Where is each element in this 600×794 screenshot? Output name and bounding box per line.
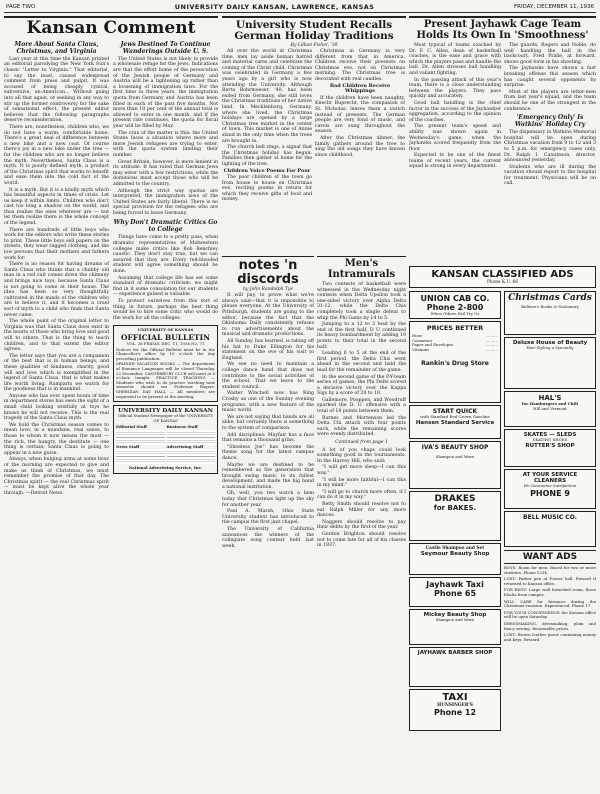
mickey-title: Mickey Beauty Shop (423, 612, 487, 618)
intramurals-paragraph-4: In the second game of the P-Y-team series of games, the Phi Delts scored a decisive victory over the Kappa Sigs by a score of 20 to 10. (317, 374, 406, 397)
union-cab-name: UNION CAB CO. (420, 294, 490, 303)
drakes-sub: for BAKES. (433, 504, 477, 512)
classified-col-a (409, 291, 501, 786)
cleaners-ad[interactable] (504, 469, 596, 509)
intramurals-body (317, 282, 406, 549)
taxi-phone: Phone 12 (433, 708, 477, 717)
comment-headline-1: More About Santa Claus, Christmas, and Virginia (14, 40, 99, 55)
bulletin-university: UNIVERSITY OF KANSAS (137, 327, 194, 333)
notes-paragraph-3: We see no need to maintain a college dance band that does not contribute to the social activities of the school. That we leave to the student council. (222, 362, 314, 390)
kansan-box-subtitle: Official Student Newspaper of the UNIVERSITY OF KANSAS (118, 413, 213, 423)
union-cab-phone: Phone 2-800 (426, 303, 484, 312)
want-ad-2: LOST: Parker pen at Fraser hall. Reward if returned to Kansan office. (504, 576, 596, 586)
notes-paragraph-8: Maybe we are destined to be remembered as the generation that brought swing music to its fullest development, and made the big band a national institution. (222, 462, 314, 490)
mickey-sub: Shampoo and Wave (435, 617, 475, 622)
cleaners-title: AT YOUR SERVICE CLEANERS (522, 472, 578, 484)
jayhawk-paragraph-2: In the passing attack of this year's team, there is a close understanding between the players. They pass quickly and accurately. (409, 77, 501, 100)
german-holiday-headline: University Student Recalls German Holiday Traditions (234, 19, 394, 43)
bulletin-title: OFFICIAL BULLETIN (121, 332, 210, 342)
official-bulletin-box (113, 325, 218, 402)
taxi-title: TAXI (442, 692, 468, 703)
daily-kansan-masthead-box (113, 405, 218, 474)
notes-paragraph-5: We are not saying that bands are all alike, but certainly there is something to the system of comparison. (222, 414, 314, 431)
notes-body (222, 293, 314, 549)
jayhawk-paragraph-3: Good ball handling is the chief factor in the success of the Jayhawker aggregation, according to the opinion of the coaches. (409, 100, 501, 123)
comment-text-2 (113, 57, 218, 217)
deluxe-sub: Hair Styling a Specialty (526, 345, 574, 350)
hals-title: HAL'S (538, 394, 562, 402)
taxi-ad[interactable] (409, 689, 501, 731)
intramurals-paragraph-6: Barnes and Mortenson led the Delta Chi attack with four points each, while the remaining scores were evenly distributed. (317, 415, 406, 438)
comment-paragraph-10: Always, when bulging arms at some hour of the morning are expected to give and make us think of Christmas, we must remember the promise of that day. The Christmas spirit — the real Christmas spirit — must be kept alive the whole year through. —Detroit News. (4, 457, 109, 496)
german-paragraph-4: Christmas in Germany is very different from that in America. Children receive their presents on Christmas eve, not on Christmas morning. The Christmas tree is decorated with real candles. (315, 49, 405, 82)
want-ads-body (504, 566, 596, 642)
kansan-box-title: UNIVERSITY DAILY KANSAN (118, 408, 213, 415)
want-ad-6: DRESSMAKING, dressmaking, plain and fancy sewing. Reasonable prices. (504, 620, 596, 631)
comment-paragraph-jews-3: Great Britain, however, is more lenient in its attitude. It has ruled that German Jews may enter with a few restrictions, while the dominions must accept those who will be admitted to the country. (113, 159, 218, 187)
jayhawk-taxi-name: Jayhawk Taxi (426, 580, 484, 589)
masthead (4, 2, 596, 13)
notes-paragraph-4: Walter Winchell now has Bing Crosby as one of the Sunday evening programs, with a new feature of the music world. (222, 391, 314, 414)
notes-paragraph-10: Paul A. Marsh, Ohio State University student has introduced to the campus the first jazz chapel. (222, 509, 314, 526)
union-cab-sub: When Others Fail Try Us (430, 311, 480, 316)
bulletin-text: Notices for the Official Bulletin must be in the Chancellor's office by 10 o'clock the day preceding publication. (116, 346, 215, 361)
intramurals-paragraph-10: "I will go to church more often, if I can do it in my way." (317, 489, 406, 501)
german-holiday-section (222, 16, 406, 254)
barber-title: JAYHAWK BARBER SHOP (417, 650, 493, 656)
deluxe-beauty-ad[interactable] (504, 337, 596, 389)
issue-date: FRIDAY, DECEMBER 11, 1936 (513, 4, 594, 10)
classified-title: KANSAN CLASSIFIED ADS (431, 269, 574, 280)
intramurals-title: Men's Intramurals (327, 258, 396, 280)
comment-paragraph-4: There are hundreds of little boys who work for the editors who write these stories to print. These little boys sell papers on the streets, they wear ragged clothing, and the low persons that their mothers and fathers work for. (4, 227, 109, 261)
watkins-paragraph-1: The dispensary in Watkins Memorial hospital will be open during Christmas vacation from 9 to 12 and 3 to 5 p.m. for emergency cases only, Dr. Ralph I. Canuteson, director, announced yesterday. (504, 130, 596, 164)
want-ad-7: LOST: Brown leather purse containing money and keys. Reward. (504, 632, 596, 642)
page-number: PAGE TWO (6, 4, 36, 10)
notes-byline: by John Randolph Tye (242, 287, 294, 293)
staff-row-1: Editorial Staff (116, 424, 147, 430)
comment-paragraph-3: It is a myth. But it is a kindly myth which has beautiful aspects in times of crisis. Let us keep it within limits. Children who don't cast too long a shadow on the world, and thus realize the ones wherever are — but let them realize there is the whole concept of the legend. (4, 187, 109, 227)
union-cab-ad[interactable] (409, 291, 501, 319)
hansen-name: Hansen Standard Service (415, 419, 495, 426)
rutters-name: RUTTER'S SHOP (525, 442, 575, 449)
castle-shampoo-ad[interactable] (409, 543, 501, 575)
skates-ad[interactable] (504, 429, 596, 467)
comment-headline-2: Jews Destined To Continue Wanderings Outside U. S. (120, 40, 211, 55)
jayhawk-paragraph-6: The guards, Rogers and Noble, do well handling the ball in the backcourt. Fred Pralle, at forward, shows good form in his shooting. (504, 43, 596, 65)
prices-title: PRICES BETTER (426, 324, 484, 332)
german-col-1 (222, 49, 312, 204)
hals-sub: for Hamburgers and Chili (521, 401, 579, 406)
german-paragraph-6: After the Christmas dinner, the family gathers around the tree to sing the old songs they have known since childhood. (315, 135, 405, 158)
ivas-beauty-ad[interactable] (409, 441, 501, 489)
kansan-box-footer: National Advertising Service, Inc. (128, 465, 203, 471)
comment-paragraph-jews-1: The United States is not likely to provide a wholesale refuge for the Jews. Indications are that the effort home of the persecution of the Jewish people of Germany and Austria will be a tightening up rather than a loosening of immigration laws. For the first time in three years, the immigration quota from Germany and Austria has been filled in each of the past five months. Not more than 10 per cent of the annual total is allowed to enter in one month, and if the present rate continues, the quota for fiscal year will be filled by May. (113, 56, 218, 129)
jayhawk-paragraph-7: The Jayhawks have shown a fast breaking offense this season which has caught several opponents by surprise. (504, 66, 596, 89)
comment-paragraph-1: Last year at this time the Kansan printed an editorial parodying the New York Sun's classic "Letter to Virginia." That editorial, to say the least, caused widespread comment from press and pulpit. It was accused of being cheaply cynical, subversive, un-American... Without going into all that again, or seeking in any way to stir up the former controversy for the sake of sensational effect, the present editor believes that the following paragraphs deserve reconsideration. (4, 56, 109, 124)
intramurals-paragraph-7: A lot of you chaps could look something good in the tournaments. In the Harvey Hill, who said: (317, 447, 406, 464)
want-ad-3: FOR RENT: Large well furnished room, three blocks from campus. (504, 587, 596, 597)
castle-title: Castle Shampoo and Set (425, 546, 485, 551)
notes-discords-section (222, 256, 314, 786)
notes-paragraph-6: Add disciplines: Mayfair has a face that remains a thousand grins. (222, 432, 314, 444)
cleaners-sub: We Guarantee Satisfaction (523, 483, 577, 488)
german-subhead-2: Bad Children Receive Whippings (329, 82, 391, 95)
jayhawk-paragraph-5: Expected to be one of the finest teams of recent years, the current squad is strong in every department. (409, 153, 501, 170)
watkins-headline: 'Emergency Only' Is Watkins' Holiday Cry (514, 114, 586, 129)
newspaper-title: UNIVERSITY DAILY KANSAN, LAWRENCE, KANSAS (174, 3, 375, 11)
comment-paragraph-jews-2: The crux of the matter is this: the United States faces a situation where more and more Jewish refugees are trying to enter, with the quota system limiting their number. (113, 130, 218, 158)
bullene-name: Bullene's Books & Stationery (521, 304, 579, 310)
intramurals-paragraph-3: Leading 6 to 5 at the end of the first period, the Delta Chis went ahead in the second and held the lead for the remainder of the game. (317, 351, 406, 373)
intramurals-section (317, 256, 406, 786)
start-quick-title: START QUICK (432, 408, 478, 415)
mickey-beauty-ad[interactable] (409, 609, 501, 645)
german-holiday-byline: By Lillian Fisher, '38 (290, 43, 338, 49)
drakes-ad[interactable] (409, 491, 501, 541)
comment-paragraph-critics-2: Assuming that college life has set some standard of dramatic criticism, we might find in it some consolation for our students — experience gained is valuable. (113, 275, 218, 298)
german-col-2 (315, 49, 405, 204)
notes-paragraph-7: "Shoeless Joe" has become the theme song for the latest campus dance. (222, 444, 314, 461)
deluxe-title: Deluxe House of Beauty (512, 340, 588, 346)
jayhawk-col-1 (409, 43, 501, 188)
comment-text-1 (4, 57, 109, 497)
comment-paragraph-7: The letter says that you are a companion of the best that is in human beings, and these qualities of kindness, charity, good will and love which is exemplified in the legend of Santa Claus, that is what makes life worth living. Ramparts we watch for the goodness that is in mankind. (4, 353, 109, 393)
comment-paragraph-6: The whole point of the original letter to Virginia was that Santa Claus does exist in the hearts of those who bring love and good will to others. That is the thing to teach children, and to that extent the editor agrees. (4, 319, 109, 353)
start-quick-ad[interactable] (409, 405, 501, 439)
jayhawk-headline: Present Jayhawk Cage Team Holds Its Own In 'Smoothness' (416, 19, 589, 41)
ivas-title: IVA'S BEAUTY SHOP (421, 444, 489, 451)
ivas-sub: Shampoo and Wave (435, 454, 475, 459)
want-ad-5: FOR YOUR CONVENIENCE the Kansan office will be open Saturday. (504, 609, 596, 620)
price-row-1: Hose .......... (412, 333, 498, 338)
want-ads-title: WANT ADS (504, 550, 596, 564)
notes-paragraph-2: All Sunday, has learned, is taking off his hat to Duke Ellington for his statement on the eve of his visit to England. (222, 339, 314, 361)
drakes-title: DRAKES (434, 494, 476, 504)
classified-phone: Phone K.U. 66 (487, 280, 518, 285)
comment-paragraph-5: There is no reason for having dreams of Santa Claus who thinks that a chubby old man in a red suit comes down the chimney and brings nice toys, because Santa Claus is not going to come at their house. The idea has been so very thoughtfully cultivated in the minds of the children who are to believe it, and it becomes a cruel sort of myth to a child who finds that Santa never came. (4, 262, 109, 318)
taxi-name: HUNSINGER'S (437, 703, 473, 708)
intramurals-paragraph-1: Two contests of basketball were witnessed in the Wednesday night contests when Delta Upsilon took a one-sided victory over Alpha Delta 31-12, while the Delta Chis completely took a single defeat to whip the Phi Gams by 14 to 5. (317, 282, 406, 321)
notes-paragraph-1: It will pay, to prove what we're always said—that it is impossible to please everyone. At the University of Pittsburgh, students are going to the editor, because the fact that the Oklahoma Daily consistently refuses to run advertisements about the musical and dramatic productions. (222, 293, 314, 338)
price-row-4: Vitamins .......... (412, 346, 498, 352)
staff-row-2: News Staff (116, 443, 140, 449)
jayhawk-paragraph-8: Most of the players are letter-men from last year's squad, and the team should be one of the strongest in the conference. (504, 89, 596, 112)
comment-headline-3: Why Don't Dramatic Critics Go to College (113, 219, 218, 234)
jayhawk-taxi-phone: Phone 65 (433, 589, 477, 598)
german-paragraph-1: All over the world at Christmas time, men lay aside human hatred and material cares and celebrate the coming of the Christ child. Christmas was celebrated in Germany a few years ago by a girl who is now attending the University. Although Berta Rohrmoeser, '40, has been exiled from Germany, she still loves the Christmas traditions of her native land. In Mecklenburg, Germany, where she lived, the Christmas holidays are opened by a large Christmas tree market in the center of town. This market is one of Annie sland in the only time when the trees are brought in. (222, 49, 312, 144)
german-subhead-1: Children Voice Poems For Poor (223, 167, 311, 174)
jayhawk-barber-ad[interactable] (409, 647, 501, 687)
bulletin-notices: SPANISH VACATION BOOKS — The department of Romance Languages will be closed Thursday, 22 December. CANTERBURY CLUB will meet at 8 o'clock tonight. PRACTICE TEACHING — Students who wish to do practice teaching next semester should see Professor Rogers. SHERIDAN DAY HALL — All members are requested to be present at the meeting. (116, 361, 215, 399)
jayhawk-paragraph-1: Most typical of teams coached by Dr. F. C. Allen, dean of basketball coaches, is the ease and grace with which the players pass and handle the ball. Dr. Allen stresses ball handling and valiant fighting. (409, 43, 501, 76)
german-paragraph-2: The church bell rings, a signal that the Christmas holiday has begun. Families then gather at home for the lighting of the tree. (222, 145, 312, 167)
intramurals-paragraph-9: "I will be more faithful—I can this in my mind." (317, 477, 406, 489)
want-ads-section (504, 550, 596, 642)
price-row-2: Cosmetics .......... (412, 337, 498, 343)
intramurals-paragraph-8: "I will get more sleep—I can this way." (317, 465, 406, 476)
jayhawk-section (409, 16, 596, 263)
bulletin-vol: VOL. 38 FRIDAY, DEC. 11, 1936 No. 71 (126, 340, 205, 346)
jayhawk-paragraph-4: The present team's speed and ability was shown again in Wednesday's game, when the Jayhawks scored frequently from the floor. (409, 124, 501, 152)
cleaners-phone: PHONE 9 (530, 488, 570, 498)
classified-col-b (504, 291, 596, 786)
classified-header (409, 266, 596, 288)
prices-better-ad[interactable] (409, 321, 501, 403)
bell-music-title: BELL MUSIC CO. (523, 514, 577, 521)
intramurals-paragraph-12: Naggers should resolve to pay their debts by the first of the year. (317, 519, 406, 531)
watkins-paragraph-2: Students who are ill during the vacation should report to the hospital for treatment. Physicians will be on call. (504, 164, 596, 187)
skates-title: SKATES — SLEDS (523, 432, 577, 438)
christmas-cards-ad[interactable] (504, 291, 596, 335)
comment-paragraph-critics-3: To protect ourselves from this sort of thing in future, perhaps the best thing would be to hire some critic who would do the work for all the colleges. (113, 299, 218, 321)
notes-title-line1: notes 'n (238, 258, 298, 273)
staff-listing (116, 425, 215, 464)
seymour-name: Seymour Beauty Shop (420, 551, 490, 557)
want-ad-1: BOYS: Room for men. Board for two or more students. Phone 1234. (504, 565, 596, 575)
german-paragraph-3: The poor children of the town go from house to house on Christmas eve, reciting poems in return for which they receive gifts of food and money. (222, 175, 312, 203)
kansan-comment-title: Kansan Comment (26, 18, 196, 38)
jayhawk-col-2 (504, 43, 596, 188)
hals-line: Hill and Vermont (533, 405, 567, 411)
want-ad-4: WILL CARE for furnaces during the Christmas vacation. Experienced. Phone 17. (504, 598, 596, 609)
hals-ad[interactable] (504, 391, 596, 427)
german-paragraph-5: If the children have been naughty, Knecht Ruprecht, the companion of St. Nicholas, leaves them a switch instead of presents. The German people are very fond of music, and carols are sung throughout the season. (315, 95, 405, 135)
staff-row-3: Business Staff (166, 424, 198, 430)
comment-paragraph-jews-4: Although the strict way quotas are interpreted, the immigration laws of the United States are fairly liberal. There is no special provision for the refugees who are being forced to leave Germany. (113, 188, 218, 216)
intramurals-paragraph-2: Jumping to a 12 to 2 lead by the end of the first half, D U continued its heavy bombardment by adding 19 points to their total in the second half. (317, 322, 406, 350)
notes-title-line2: discords (237, 271, 299, 287)
christmas-cards-title: Christmas Cards (508, 293, 592, 303)
rankins-name: Rankin's Drug Store (421, 360, 489, 368)
comment-paragraph-critics-1: Things have come to a pretty pass, when dramatic representatives of Midwestern colleges make critics like Bob Benchley caustic. They don't stay true, but we can assured that they are. Every red-blooded student will agree something should be done. (113, 235, 218, 275)
intramurals-paragraph-11: Betty Smith should resolve not to eat Ralph Miller for any more dances. (317, 501, 406, 519)
comment-paragraph-8: Anyone who has ever spent hours of time in department stores has seen the sight of a small child looking wistfully at toys he knows he will not receive. This is the real tragedy of the Santa Claus myth. (4, 393, 109, 422)
jayhawk-taxi-ad[interactable] (409, 577, 501, 607)
kansan-comment-section (4, 16, 218, 786)
bell-music-ad[interactable] (504, 511, 596, 547)
intramurals-paragraph-13: Gordon Brighton should resolve not to come late for all of his classes in 1937. (317, 531, 406, 549)
notes-paragraph-9: Oh, well, you two watch a hem today that Christmas light up the sky for another year. (222, 491, 314, 508)
comment-paragraph-9: We hold the Christmas season comes to mean love, in a mundane, real sense, to those to whom it now means the most — the rich, the hungry, the destitute — one thing is certain: Santa Claus is going to appear in a new guise. (4, 422, 109, 456)
notes-paragraph-11: The University of California announces the winners of the collegiate song contest held last week. (222, 527, 314, 549)
intramurals-continued: Continued from page 1 (335, 440, 388, 446)
start-quick-sub: with Standard Red Crown Gasoline (420, 414, 490, 419)
comment-paragraph-2: There are, nonetheless, children who, we do not have a warm, comfortable home. There's a great deal of difference between a new bike and a new coat. Of course there's joy in a new bike under the tree — for the children who are no longer believe the myth. Nevertheless, Santa Claus is a myth. It is poorly defined myth, a product of the Christmas spirit that works to benefit and ease them into the cold fact of the world. (4, 124, 109, 186)
comment-text-3 (113, 235, 218, 321)
price-row-3: Paper and Envelopes .......... (412, 342, 498, 348)
skates-sub: SKATING SHOES (532, 437, 568, 442)
intramurals-paragraph-5: Gallemore, Pooppen, and Woodruff sparked the D. U. offensive with a total of 18 points between them. (317, 397, 406, 415)
staff-row-4: Advertising Staff (166, 443, 204, 449)
